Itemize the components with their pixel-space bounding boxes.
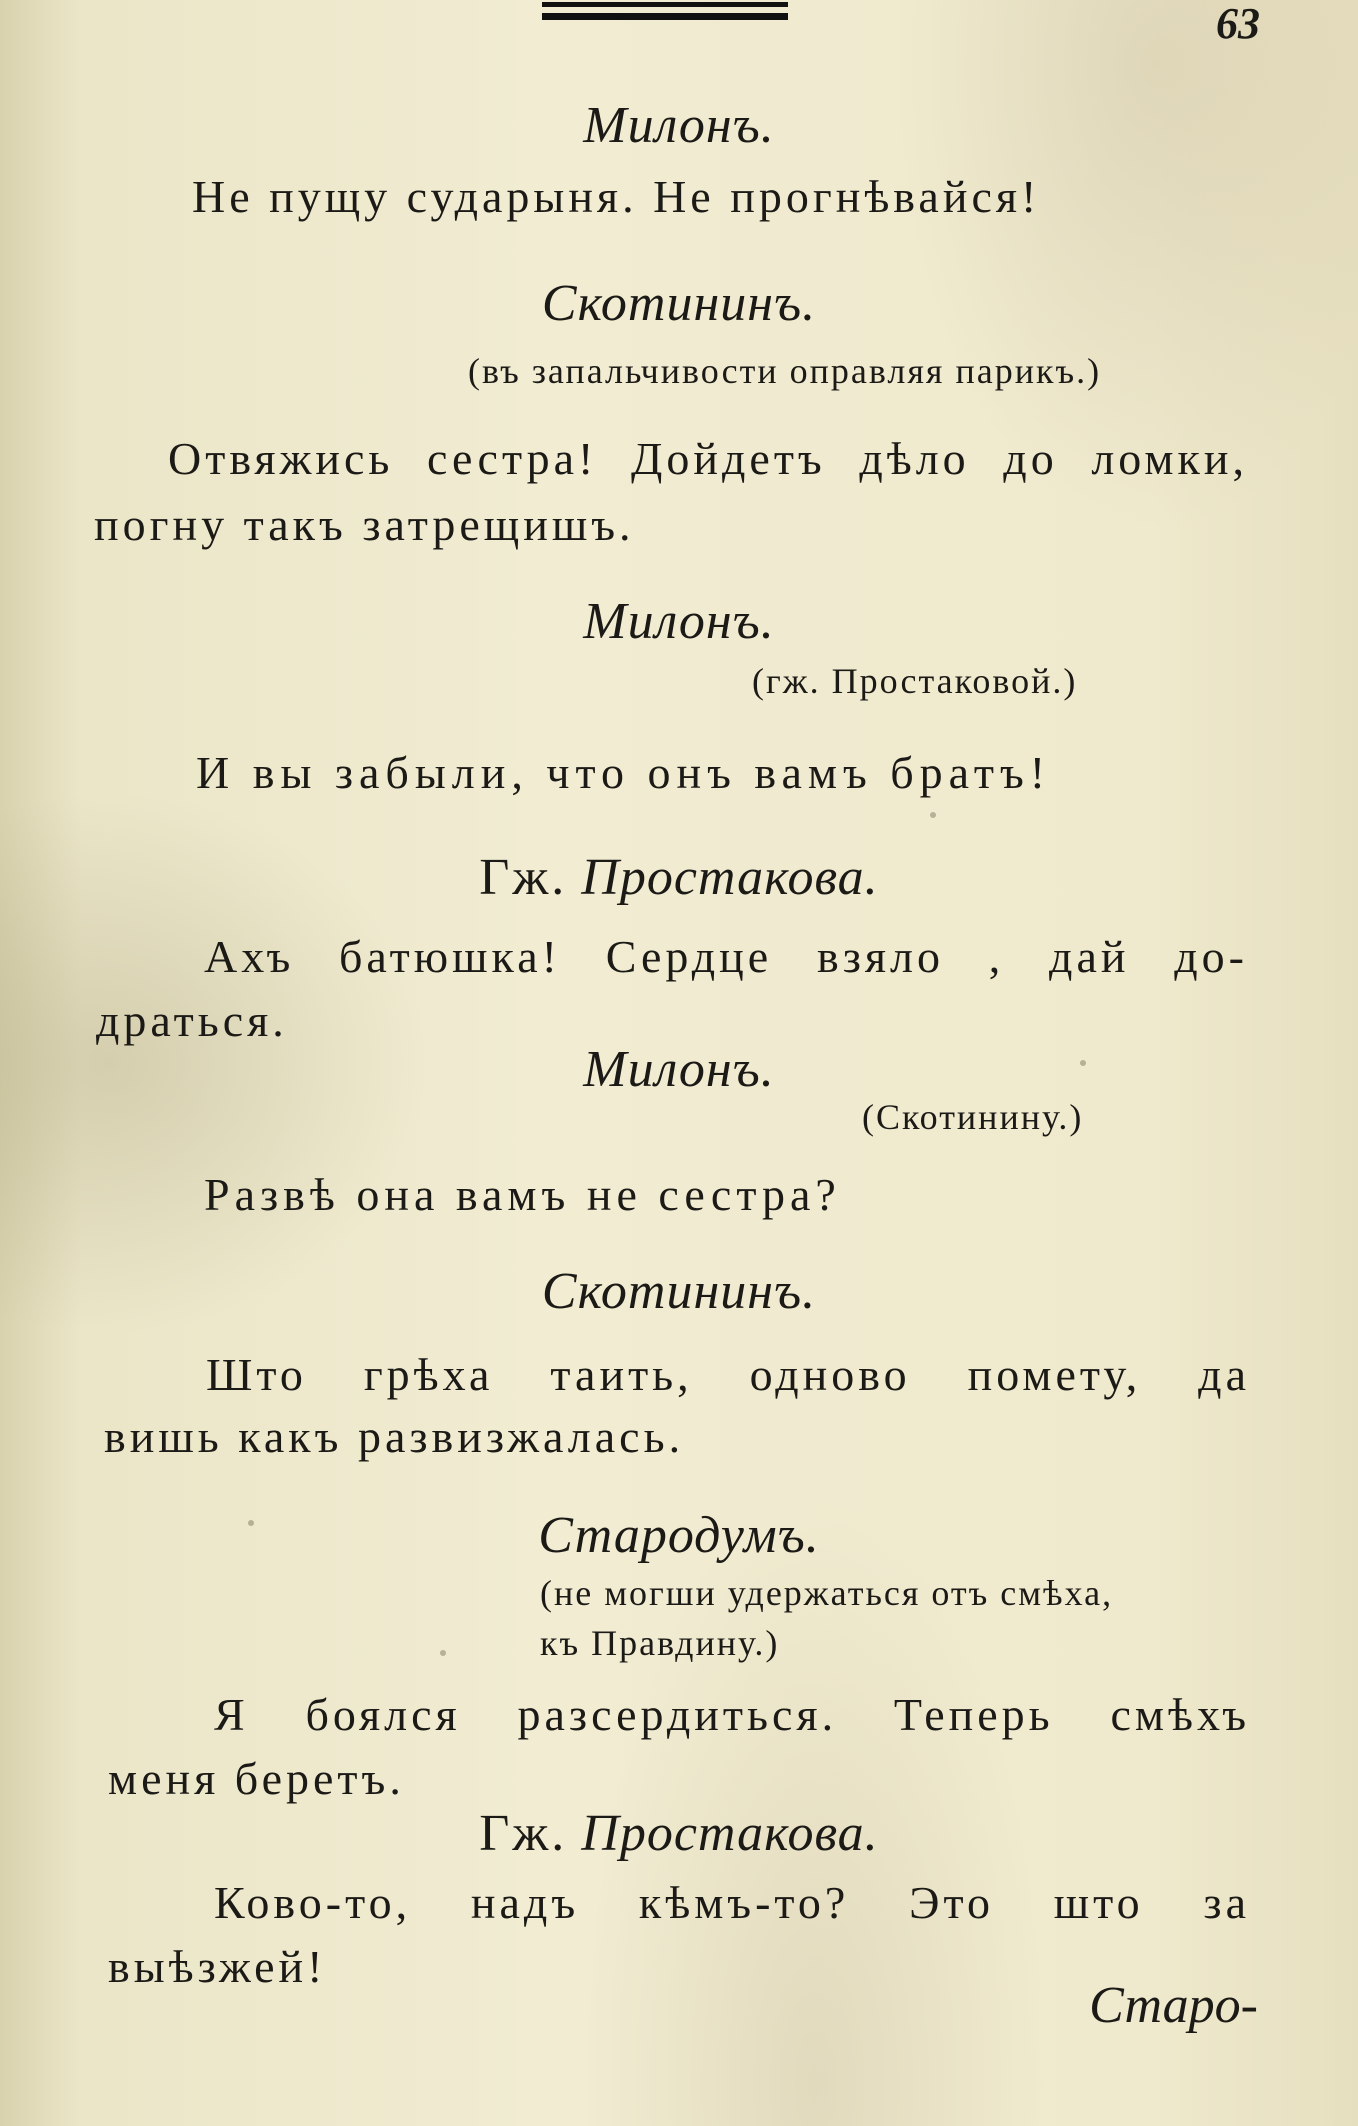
text-line: драться. [96, 995, 288, 1046]
text-line: Ахъ батюшка! Сердце взяло , дай до- [204, 931, 1248, 982]
text-line: выѣзжей! [108, 1941, 327, 1992]
text-line: погну такъ затрещишъ. [94, 499, 635, 550]
speaker-name: Простакова. [581, 1805, 879, 1862]
speaker-title: Гж. [479, 849, 568, 906]
speaker-skotinin: Скотининъ. [541, 275, 817, 332]
text-line: Развѣ она вамъ не сестра? [204, 1169, 841, 1220]
stage-direction: къ Правдину.) [540, 1623, 780, 1663]
speaker-milon: Милонъ. [583, 593, 775, 650]
text-line: Што грѣха таить, одново помету, да [206, 1349, 1250, 1400]
text-line: Не пущу сударыня. Не прогнѣвайся! [192, 171, 1041, 222]
paper-speck [248, 1520, 254, 1526]
stage-direction: (не могши удержаться отъ смѣха, [540, 1573, 1114, 1613]
paper-speck [1080, 1060, 1086, 1066]
speaker-starodum: Стародумъ. [538, 1507, 820, 1564]
text-line: Ково-то, надъ кѣмъ-то? Это што за [214, 1877, 1250, 1928]
header-rule-top [542, 2, 788, 7]
speaker-prostakova [0, 848, 1358, 907]
catchword: Старо- [1089, 1977, 1258, 2034]
stage-direction: (въ запальчивости оправляя парикъ.) [468, 351, 1102, 391]
text-line: Отвяжись сестра! Дойдетъ дѣло до ломки, [168, 433, 1248, 484]
speaker-milon: Милонъ. [583, 1041, 775, 1098]
text-line: Я боялся разсердиться. Теперь смѣхъ [214, 1689, 1250, 1740]
stage-direction: (Скотинину.) [862, 1097, 1084, 1137]
speaker-title: Гж. [479, 1805, 568, 1862]
text-line: И вы забыли, что онъ вамъ братъ! [196, 747, 1052, 798]
page-number: 63 [1216, 0, 1260, 48]
stage-direction: (гж. Простаковой.) [752, 661, 1078, 701]
speaker-prostakova [0, 1804, 1358, 1863]
text-line: вишь какъ развизжалась. [104, 1411, 685, 1462]
speaker-skotinin: Скотининъ. [541, 1263, 817, 1320]
paper-speck [440, 1650, 446, 1656]
paper-speck [930, 812, 936, 818]
speaker-milon: Милонъ. [583, 97, 775, 154]
text-line: меня беретъ. [108, 1753, 405, 1804]
header-rule-bottom [542, 13, 788, 20]
speaker-name: Простакова. [581, 849, 879, 906]
